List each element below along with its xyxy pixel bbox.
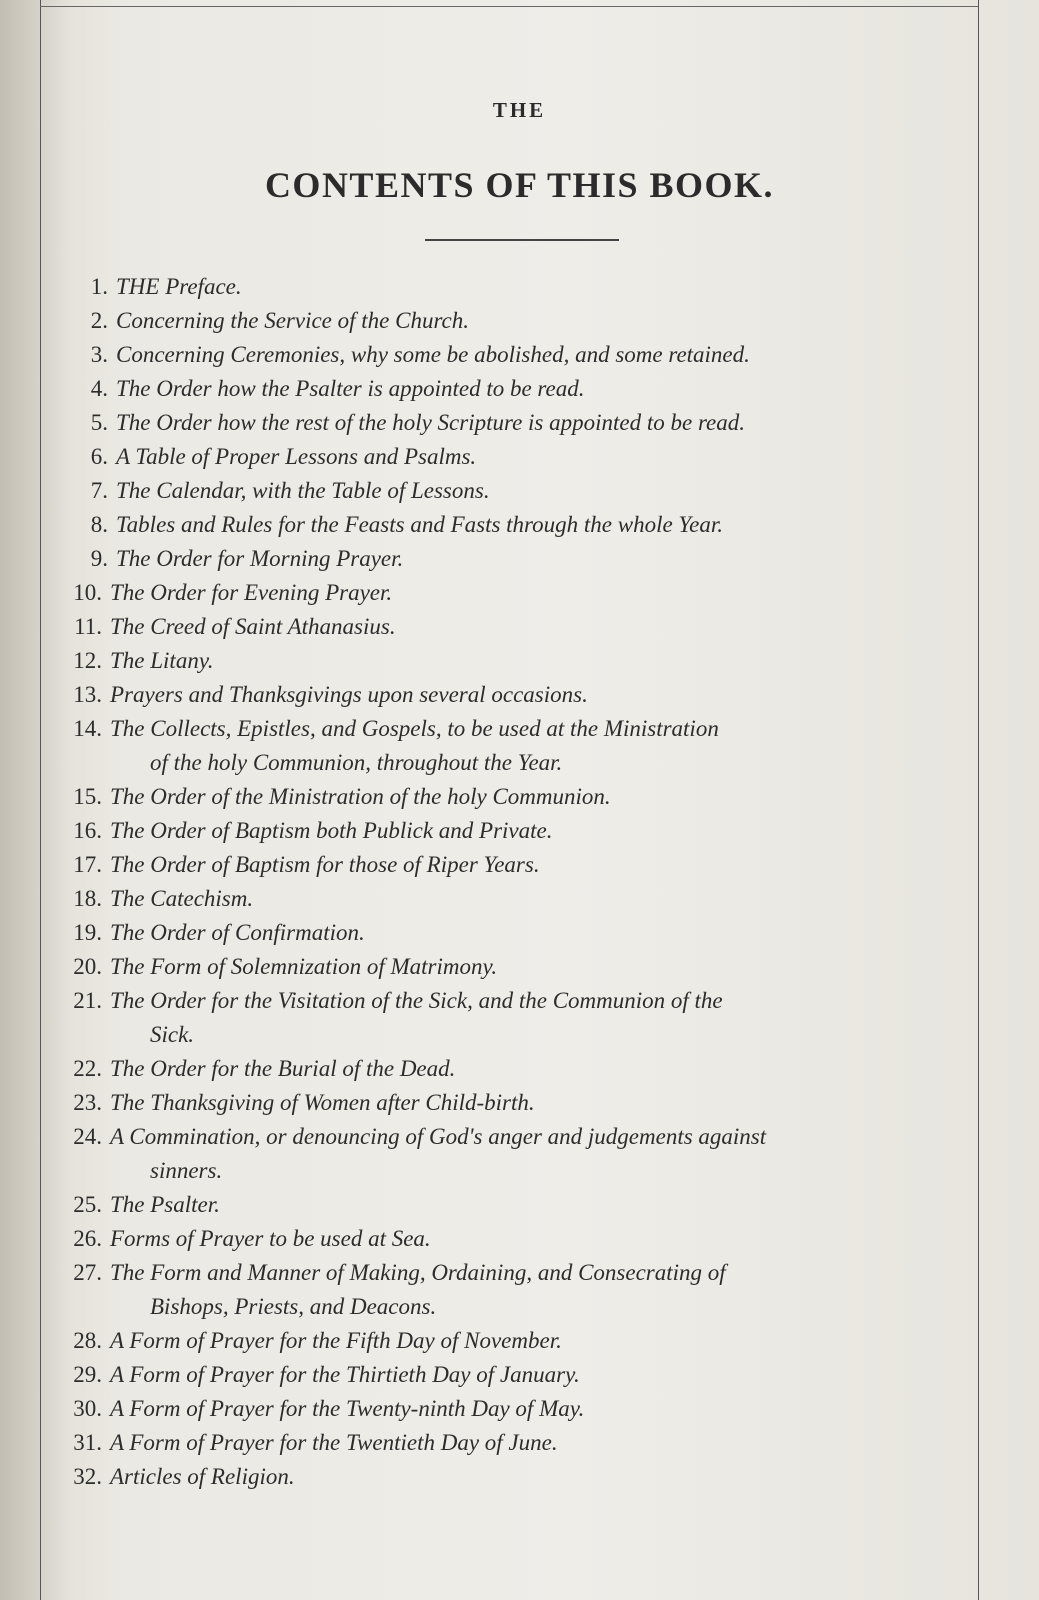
entry-number: 20. <box>73 954 102 979</box>
contents-entry <box>54 782 611 812</box>
entry-title: The Form of Solemnization of Matrimony. <box>110 954 498 979</box>
entry-title: The Litany. <box>110 648 214 673</box>
entry-title: The Order of Baptism for those of Riper Years. <box>110 852 540 877</box>
entry-number: 19. <box>73 920 102 945</box>
entry-title: A Table of Proper Lessons and Psalms. <box>116 444 477 469</box>
entry-number: 1. <box>90 274 108 299</box>
page-frame-right-rule <box>978 0 979 1600</box>
entry-number: 6. <box>90 444 108 469</box>
entry-title: The Order how the rest of the holy Scripture is appointed to be read. <box>116 410 746 435</box>
entry-title: The Order for the Visitation of the Sick, and the Communion of the <box>110 988 723 1013</box>
entry-title: THE Preface. <box>116 274 242 299</box>
entry-number: 25. <box>73 1192 102 1217</box>
contents-entry <box>60 272 242 302</box>
entry-number: 27. <box>73 1260 102 1285</box>
contents-entry <box>60 408 745 438</box>
title-rule <box>425 239 619 241</box>
contents-entry <box>54 884 253 914</box>
contents-entry <box>54 986 723 1016</box>
contents-entry <box>60 442 476 472</box>
contents-entry <box>54 1326 562 1356</box>
entry-number: 17. <box>73 852 102 877</box>
contents-entry <box>54 1054 455 1084</box>
entry-number: 18. <box>73 886 102 911</box>
entry-number: 32. <box>73 1464 102 1489</box>
entry-number: 8. <box>90 512 108 537</box>
entry-number: 28. <box>73 1328 102 1353</box>
entry-title: A Form of Prayer for the Twenty-ninth Day of May. <box>110 1396 585 1421</box>
entry-number: 14. <box>73 716 102 741</box>
entry-number: 3. <box>90 342 108 367</box>
entry-number: 10. <box>73 580 102 605</box>
contents-entry <box>54 952 497 982</box>
entry-number: 7. <box>90 478 108 503</box>
contents-entry <box>54 714 719 744</box>
entry-continuation: Sick. <box>150 1022 195 1047</box>
contents-entry <box>54 1122 766 1152</box>
entry-number: 29. <box>73 1362 102 1387</box>
entry-continuation: sinners. <box>150 1158 223 1183</box>
contents-entry <box>54 1394 584 1424</box>
entry-title: Articles of Religion. <box>110 1464 295 1489</box>
contents-entry <box>54 578 392 608</box>
entry-number: 26. <box>73 1226 102 1251</box>
entry-title: The Order for the Burial of the Dead. <box>110 1056 456 1081</box>
contents-entry <box>54 850 540 880</box>
contents-entry <box>54 612 396 642</box>
entry-title: The Form and Manner of Making, Ordaining, and Consecrating of <box>110 1260 726 1285</box>
entry-title: The Order how the Psalter is appointed to be read. <box>116 376 585 401</box>
entry-title: The Calendar, with the Table of Lessons. <box>116 478 490 503</box>
heading-pre: THE <box>492 98 547 122</box>
entry-number: 12. <box>73 648 102 673</box>
contents-entry <box>54 1224 431 1254</box>
entry-title: The Psalter. <box>110 1192 220 1217</box>
contents-entry <box>60 340 750 370</box>
entry-number: 16. <box>73 818 102 843</box>
entry-title: The Thanksgiving of Women after Child-birth. <box>110 1090 535 1115</box>
entry-title: The Collects, Epistles, and Gospels, to be used at the Ministration <box>110 716 719 741</box>
entry-title: Concerning the Service of the Church. <box>116 308 470 333</box>
entry-number: 24. <box>73 1124 102 1149</box>
entry-number: 21. <box>73 988 102 1013</box>
contents-entry <box>54 646 214 676</box>
entry-title: A Form of Prayer for the Twentieth Day of June. <box>110 1430 558 1455</box>
contents-entry <box>60 306 469 336</box>
contents-entry <box>54 1462 295 1492</box>
contents-entry <box>54 1258 726 1288</box>
entry-title: Prayers and Thanksgivings upon several occasions. <box>110 682 588 707</box>
entry-number: 23. <box>73 1090 102 1115</box>
entry-title: The Catechism. <box>110 886 254 911</box>
contents-entry <box>54 1088 535 1118</box>
entry-number: 9. <box>90 546 108 571</box>
page-frame-left-rule <box>40 0 41 1600</box>
contents-entry <box>54 1360 580 1390</box>
entry-title: Concerning Ceremonies, why some be abolished, and some retained. <box>116 342 750 367</box>
contents-entry <box>54 918 365 948</box>
entry-title: The Order for Evening Prayer. <box>110 580 393 605</box>
entry-title: A Form of Prayer for the Thirtieth Day of January. <box>110 1362 580 1387</box>
contents-entry <box>54 1190 220 1220</box>
entry-continuation: Bishops, Priests, and Deacons. <box>150 1294 437 1319</box>
entry-number: 5. <box>90 410 108 435</box>
entry-number: 22. <box>73 1056 102 1081</box>
entry-title: The Creed of Saint Athanasius. <box>110 614 396 639</box>
entry-number: 11. <box>74 614 102 639</box>
page-title: CONTENTS OF THIS BOOK. <box>264 165 775 205</box>
entry-title: The Order for Morning Prayer. <box>116 546 404 571</box>
entry-number: 15. <box>73 784 102 809</box>
contents-entry <box>54 816 552 846</box>
contents-entry <box>60 544 403 574</box>
contents-entry <box>54 680 588 710</box>
page-frame-top-rule <box>40 6 978 7</box>
contents-entry <box>54 1428 558 1458</box>
entry-title: A Commination, or denouncing of God's anger and judgements against <box>110 1124 767 1149</box>
entry-number: 4. <box>90 376 108 401</box>
contents-entry <box>60 374 584 404</box>
entry-title: The Order of the Ministration of the holy Communion. <box>110 784 611 809</box>
entry-title: Tables and Rules for the Feasts and Fasts through the whole Year. <box>116 512 723 537</box>
entry-title: The Order of Confirmation. <box>110 920 365 945</box>
entry-title: Forms of Prayer to be used at Sea. <box>110 1226 431 1251</box>
contents-entry <box>60 510 723 540</box>
entry-continuation: of the holy Communion, throughout the Year. <box>150 750 563 775</box>
entry-number: 2. <box>90 308 108 333</box>
entry-number: 13. <box>73 682 102 707</box>
entry-number: 31. <box>73 1430 102 1455</box>
entry-title: The Order of Baptism both Publick and Private. <box>110 818 553 843</box>
contents-entry <box>60 476 490 506</box>
entry-number: 30. <box>73 1396 102 1421</box>
entry-title: A Form of Prayer for the Fifth Day of November. <box>110 1328 562 1353</box>
